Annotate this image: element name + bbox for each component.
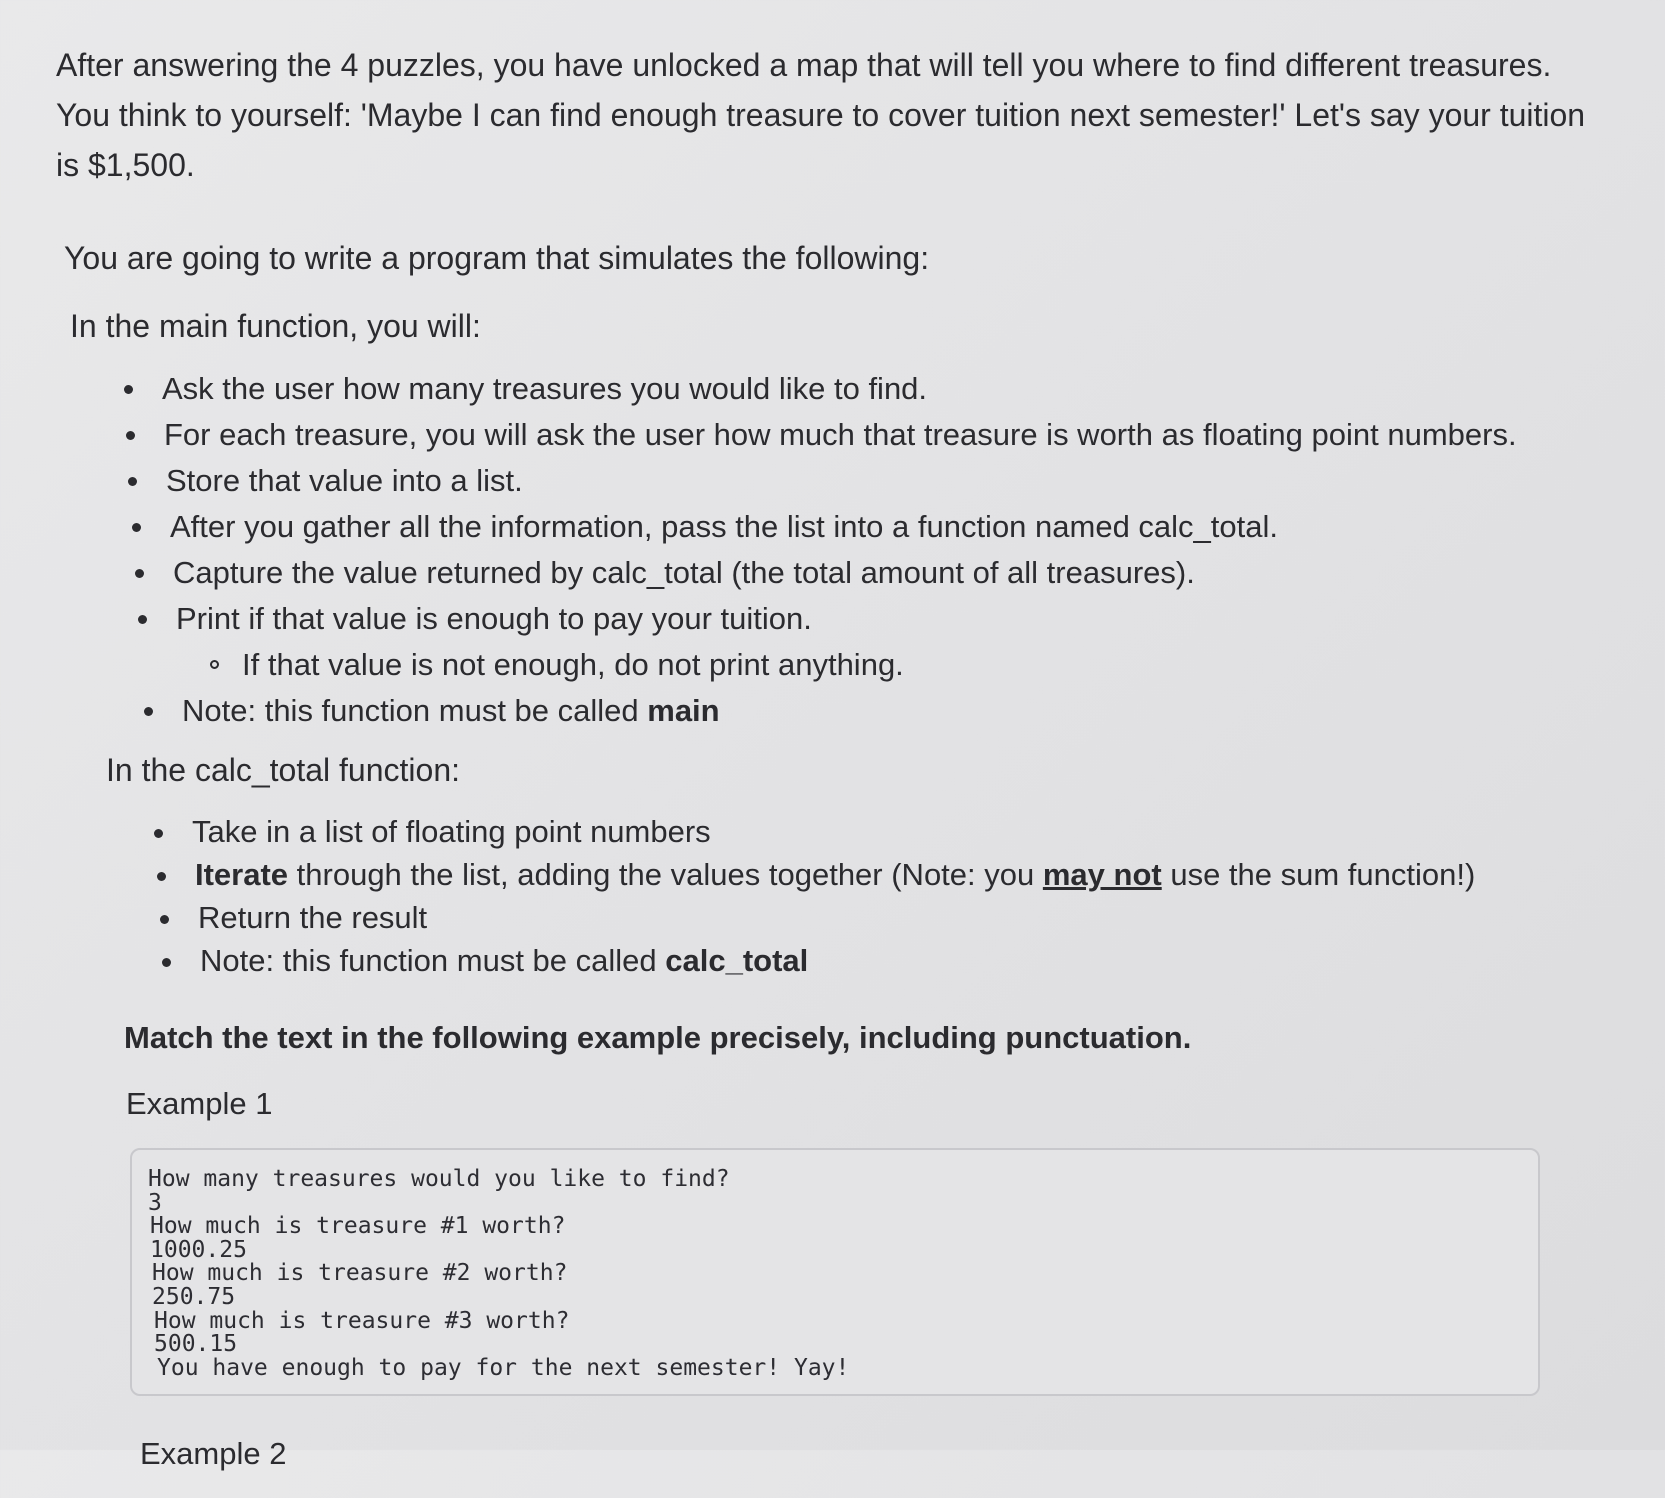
iterate-keyword: Iterate bbox=[195, 857, 289, 892]
intro-paragraph: After answering the 4 puzzles, you have unlocked a map that will tell you where to find different treasures. You think to yourself: 'Maybe I can find enough treasure to cover tuition next semester!' Let's say your tuition is $1,500. bbox=[56, 47, 1586, 183]
bullet-icon bbox=[126, 431, 135, 440]
main-section-title: In the main function, you will: bbox=[70, 308, 481, 344]
code-line: 500.15 bbox=[154, 1331, 238, 1358]
list-item: For each treasure, you will ask the user how much that treasure is worth as floating point numbers. bbox=[98, 412, 1616, 458]
code-line: How much is treasure #2 worth? bbox=[152, 1260, 568, 1287]
list-item: Take in a list of floating point numbers bbox=[126, 810, 1616, 853]
assignment-page bbox=[56, 40, 1616, 1498]
bullet-icon bbox=[128, 477, 137, 486]
match-text-instruction: Match the text in the following example precisely, including punctuation. bbox=[124, 1020, 1192, 1055]
list-item: Note: this function must be called calc_total bbox=[134, 939, 1616, 982]
list-item: Return the result bbox=[132, 896, 1616, 939]
example-1-title: Example 1 bbox=[126, 1086, 273, 1121]
lead-sentence: You are going to write a program that simulates the following: bbox=[64, 240, 930, 276]
main-note-list bbox=[96, 688, 1616, 734]
code-line: How much is treasure #1 worth? bbox=[150, 1213, 566, 1240]
list-item: After you gather all the information, pass the list into a function named calc_total. bbox=[104, 504, 1616, 550]
main-note-item: Note: this function must be called main bbox=[116, 688, 1616, 734]
code-line: 3 bbox=[148, 1189, 162, 1216]
bullet-icon bbox=[132, 523, 141, 532]
main-function-list bbox=[96, 366, 1616, 642]
bullet-icon bbox=[138, 615, 147, 624]
bullet-icon bbox=[124, 385, 133, 394]
bullet-icon bbox=[160, 915, 169, 924]
bullet-icon bbox=[157, 872, 166, 881]
function-name-calc-total: calc_total bbox=[665, 943, 809, 978]
bullet-icon bbox=[154, 829, 163, 838]
code-line: You have enough to pay for the next semester! Yay! bbox=[157, 1354, 850, 1381]
bullet-icon bbox=[135, 569, 144, 578]
code-line: How much is treasure #3 worth? bbox=[154, 1307, 570, 1334]
list-item: Ask the user how many treasures you would like to find. bbox=[96, 366, 1616, 412]
list-item: Capture the value returned by calc_total (the total amount of all treasures). bbox=[107, 550, 1616, 596]
may-not-emphasis: may not bbox=[1042, 857, 1162, 892]
sub-list-item: If that value is not enough, do not print anything. bbox=[110, 642, 1616, 688]
function-name-main: main bbox=[647, 693, 720, 728]
code-line: 250.75 bbox=[152, 1283, 236, 1310]
example-2-title: Example 2 bbox=[140, 1436, 287, 1471]
bullet-icon bbox=[162, 958, 171, 967]
list-item: Store that value into a list. bbox=[100, 458, 1616, 504]
circle-bullet-icon bbox=[210, 660, 219, 669]
code-line: How many treasures would you like to find? bbox=[148, 1166, 730, 1192]
example-1-code-block bbox=[130, 1148, 1540, 1396]
list-item: Iterate through the list, adding the values together (Note: you may not use the sum function!) bbox=[129, 853, 1616, 896]
bullet-icon bbox=[144, 707, 153, 716]
code-line: 1000.25 bbox=[150, 1236, 247, 1263]
calc-function-list bbox=[126, 810, 1616, 982]
calc-section-title: In the calc_total function: bbox=[106, 752, 460, 788]
list-item: Print if that value is enough to pay your tuition. bbox=[110, 596, 1616, 642]
